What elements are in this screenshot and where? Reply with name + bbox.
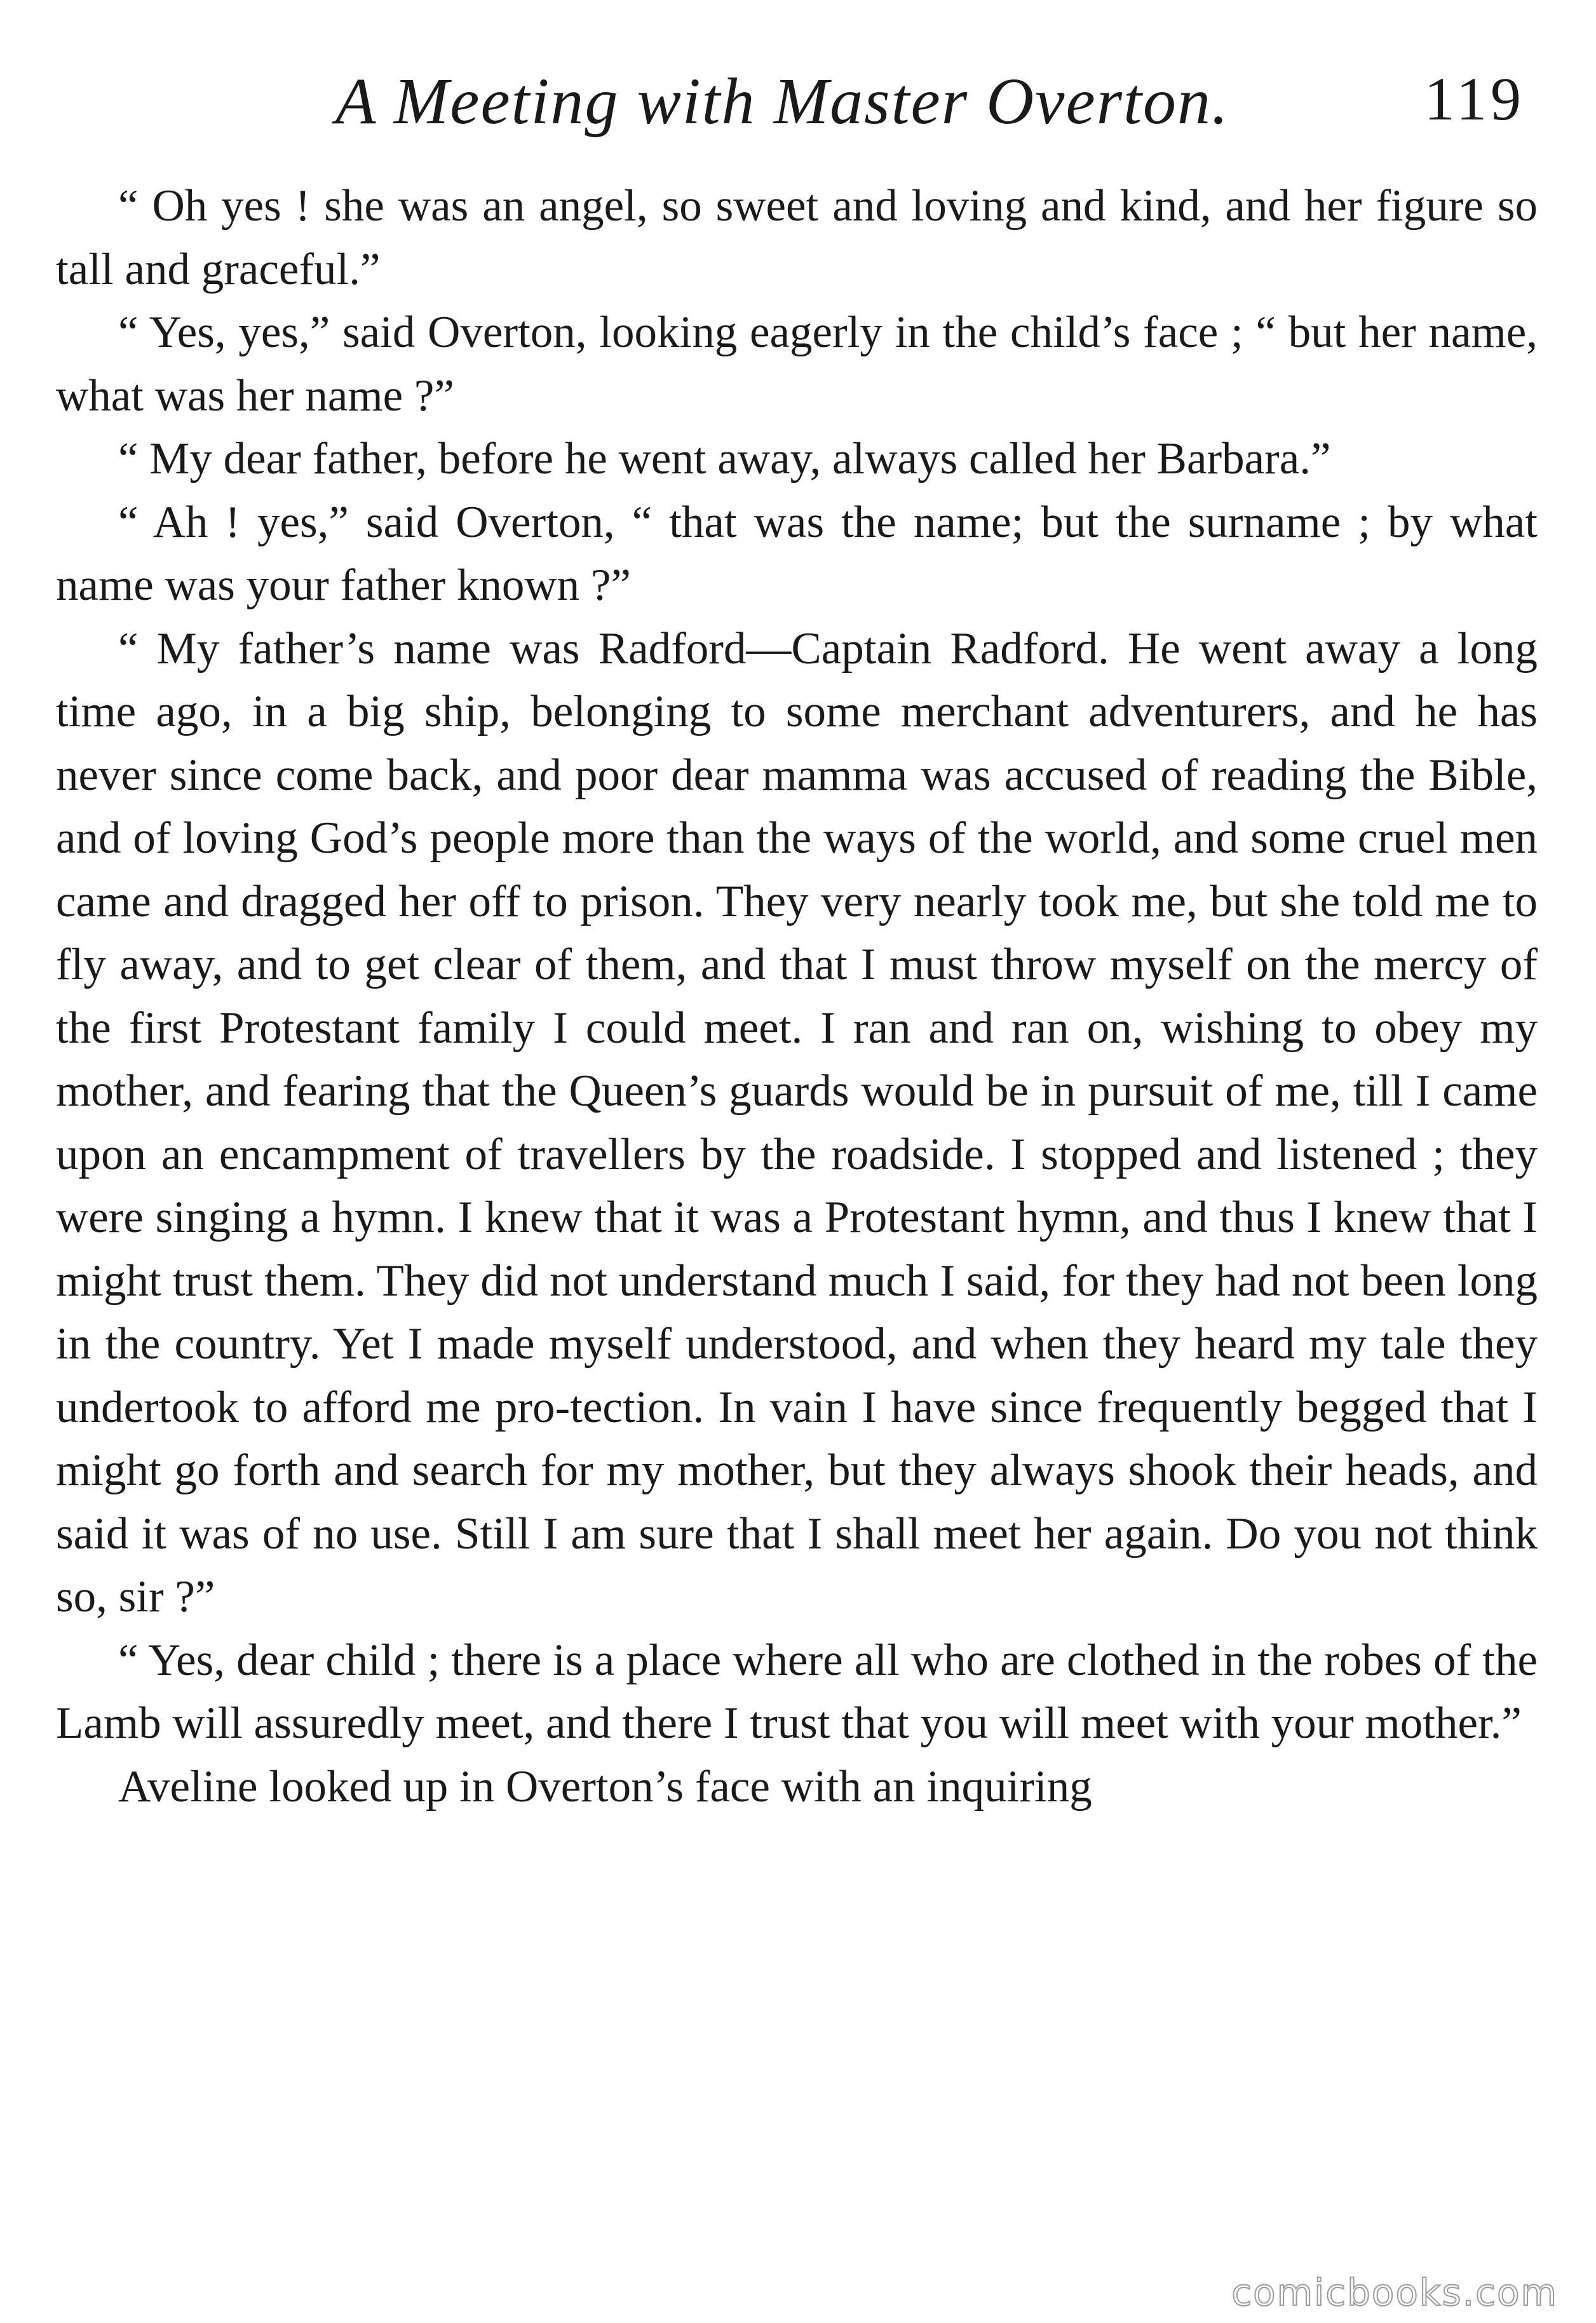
paragraph: “ Yes, dear child ; there is a place where all who are clothed in the robes of the Lamb will assuredly meet, and there I trust that you will meet with your mother.”: [56, 1635, 1538, 1748]
book-page: [56, 38, 1538, 2287]
paragraph: Aveline looked up in Overton’s face with an inquiring: [118, 1761, 1092, 1812]
running-title: A Meeting with Master Overton.: [335, 65, 1229, 138]
watermark: comicbooks.com: [1231, 2271, 1558, 2314]
paragraph: “ Oh yes ! she was an angel, so sweet and loving and kind, and her figure so tall and graceful.”: [56, 181, 1538, 294]
paragraph: “ My dear father, before he went away, always called her Barbara.”: [118, 434, 1331, 484]
paragraph: “ My father’s name was Radford—Captain Radford. He went away a long time ago, in a big ship, belonging to some merchant adventurers, and he has never since come back, and poor dear mamma was accused of reading the Bible, and of loving God’s people more than the ways of the world, and some cruel men came and dragged her off to prison. They very nearly took me, but she told me to fly away, and to get clear of them, and that I must throw myself on the mercy of the first Protestant family I could meet. I ran and ran on, wishing to obey my mother, and fearing that the Queen’s guards would be in pursuit of me, till I came upon an encampment of travellers by the roadside. I stopped and listened ; they were singing a hymn. I knew that it was a Protestant hymn, and thus I knew that I might trust them. They did not understand much I said, for they had not been long in the country. Yet I made myself understood, and when they heard my tale they undertook to afford me pro-tection. In vain I have since frequently begged that I might go forth and search for my mother, but they always shook their heads, and said it was of no use. Still I am sure that I shall meet her again. Do you not think so, sir ?”: [56, 623, 1538, 1622]
page-number: 119: [1424, 65, 1525, 133]
paragraph: “ Ah ! yes,” said Overton, “ that was the name; but the surname ; by what name was your father known ?”: [56, 497, 1538, 610]
paragraph: “ Yes, yes,” said Overton, looking eagerly in the child’s face ; “ but her name, what was her name ?”: [56, 308, 1538, 421]
body-text: [56, 175, 1538, 1818]
page-header: [56, 38, 1538, 138]
